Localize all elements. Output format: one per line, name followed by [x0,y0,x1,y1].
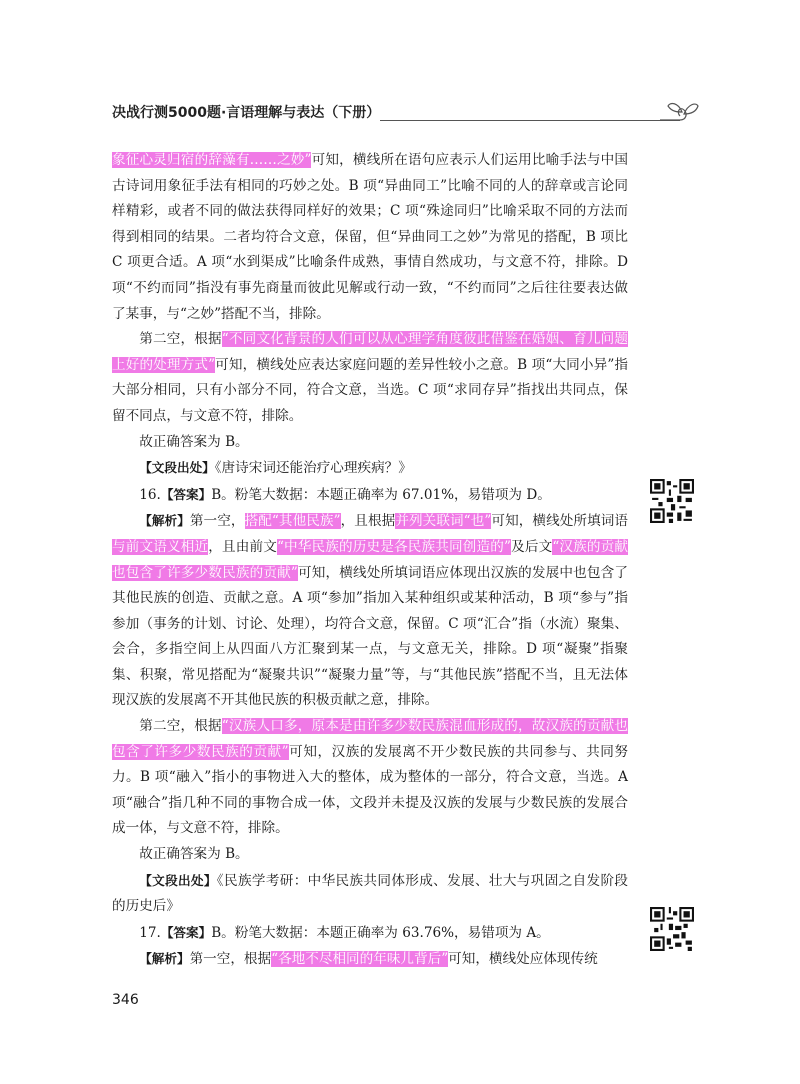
highlight: 象征心灵归宿的辞藻有……之妙” [112,152,312,168]
sprout-icon [660,96,700,130]
book-title: 决战行测5000题·言语理解与表达（下册） [112,105,381,121]
highlight: “不同文化背景的人们可以从心理学角度彼此借鉴在婚姻、育儿问题上好的处理方式” [112,331,628,373]
source-text: 《民族学考研：中华民族共同体形成、发展、壮大与巩固之自发阶段的历史后》 [112,872,629,915]
text: 可知，横线处应体现传统 [448,951,598,968]
highlight: 与前文语义相近 [112,538,209,555]
answer-conclusion: 故正确答案为 B。 [139,846,249,863]
analysis-label: 【解析】 [139,951,190,967]
q17-analysis [112,946,628,973]
source-label: 【文段出处】 [139,460,215,476]
text: ，且由前文 [208,538,277,555]
source-line [112,455,628,482]
text: 第一空，根据 [189,951,272,968]
q16-analysis [112,508,628,714]
answer-label: 【答案】 [160,486,212,502]
answer-explanations [112,148,628,973]
q17-answer [112,920,628,947]
paragraph-q16-second [112,714,628,842]
text: 可知，横线所在语句应表示人们运用比喻手法与中国古诗词用象征手法有相同的巧妙之处。B 项“异曲同工”比喻不同的人的辞章或言论同样精彩，或者不同的做法获得同样好的效果；C 项“殊途同归”比喻采取不同的方法而得到相同的结果。二者均符合文意，保留，但“异曲同工之妙”为常见的搭配，B 项比 C 项更合适。A 项“水到渠成”比喻条件成熟，事情自然成功，与文意不符，排除。D 项“不约而同”指没有事先商量而彼此见解或行动一致，“不约而同”之后往往要表达做了某事，与“之妙”搭配不当，排除。 [112,152,629,322]
answer-text: B。粉笔大数据：本题正确率为 63.76%，易错项为 A。 [211,924,550,941]
header-rule [380,120,680,121]
qr-code-icon[interactable] [650,479,694,523]
highlight: “中华民族的历史是各民族共同创造的” [276,538,511,555]
source-label: 【文段出处】 [139,872,217,888]
q16-answer [112,482,628,509]
highlight: 并列关联词“也” [395,513,492,530]
text: 及后文 [510,538,553,555]
source-text: 《唐诗宋词还能治疗心理疾病？》 [214,460,412,477]
page-number: 346 [112,992,139,1008]
highlight: 搭配“其他民族” [244,513,341,530]
paragraph-2 [112,327,628,429]
text: 第一空， [189,513,245,530]
running-header [112,96,692,136]
text: 可知，横线处应表达家庭问题的差异性较小之意。B 项“大同小异”指大部分相同，只有小部分不同，符合文意，当选。C 项“求同存异”指找出共同点，保留不同点，与文意不符，排除。 [112,356,628,424]
question-number: 17. [139,924,161,941]
paragraph-1 [112,148,628,327]
highlight: “各地不尽相同的年味儿背后” [271,951,449,968]
answer-label: 【答案】 [160,924,212,940]
qr-code-icon[interactable] [650,907,694,951]
question-number: 16. [139,486,161,503]
analysis-label: 【解析】 [139,513,190,529]
text: 可知，横线处所填词语应体现出汉族的发展中也包含了其他民族的创造、贡献之意。A 项“参加”指加入某种组织或某种活动，B 项“参与”指参加（事务的计划、讨论、处理），均符合文意，保留。C 项“汇合”指（水流）聚集、会合，多指空间上从四面八方汇聚到某一点，与文意无关，排除。D 项“凝聚”指聚集、积聚，常见搭配为“凝聚共识”“凝聚力量”等，与“其他民族”搭配不当，且无法体现汉族的发展离不开其他民族的积极贡献之意，排除。 [112,564,629,709]
text: 可知，汉族的发展离不开少数民族的共同参与、共同努力。B 项“融入”指小的事物进入大的整体，成为整体的一部分，符合文意，当选。A 项“融合”指几种不同的事物合成一体，文段并未提及汉族的发展与少数民族的发展合成一体，与文意不符，排除。 [112,743,629,837]
text: 可知，横线处所填词语 [491,513,629,530]
answer-text: B。粉笔大数据：本题正确率为 67.01%，易错项为 D。 [211,486,551,503]
source-line [112,868,628,920]
highlight: “汉族的贡献也包含了许多少数民族的贡献” [112,538,629,581]
highlight: “汉族人口多，原本是由许多少数民族混血形成的，故汉族的贡献也包含了许多少数民族的贡献” [112,718,628,760]
text: 第二空，根据 [139,718,222,735]
answer-conclusion: 故正确答案为 B。 [139,433,249,450]
text: 第二空，根据 [139,331,222,348]
text: ，且根据 [340,513,396,530]
